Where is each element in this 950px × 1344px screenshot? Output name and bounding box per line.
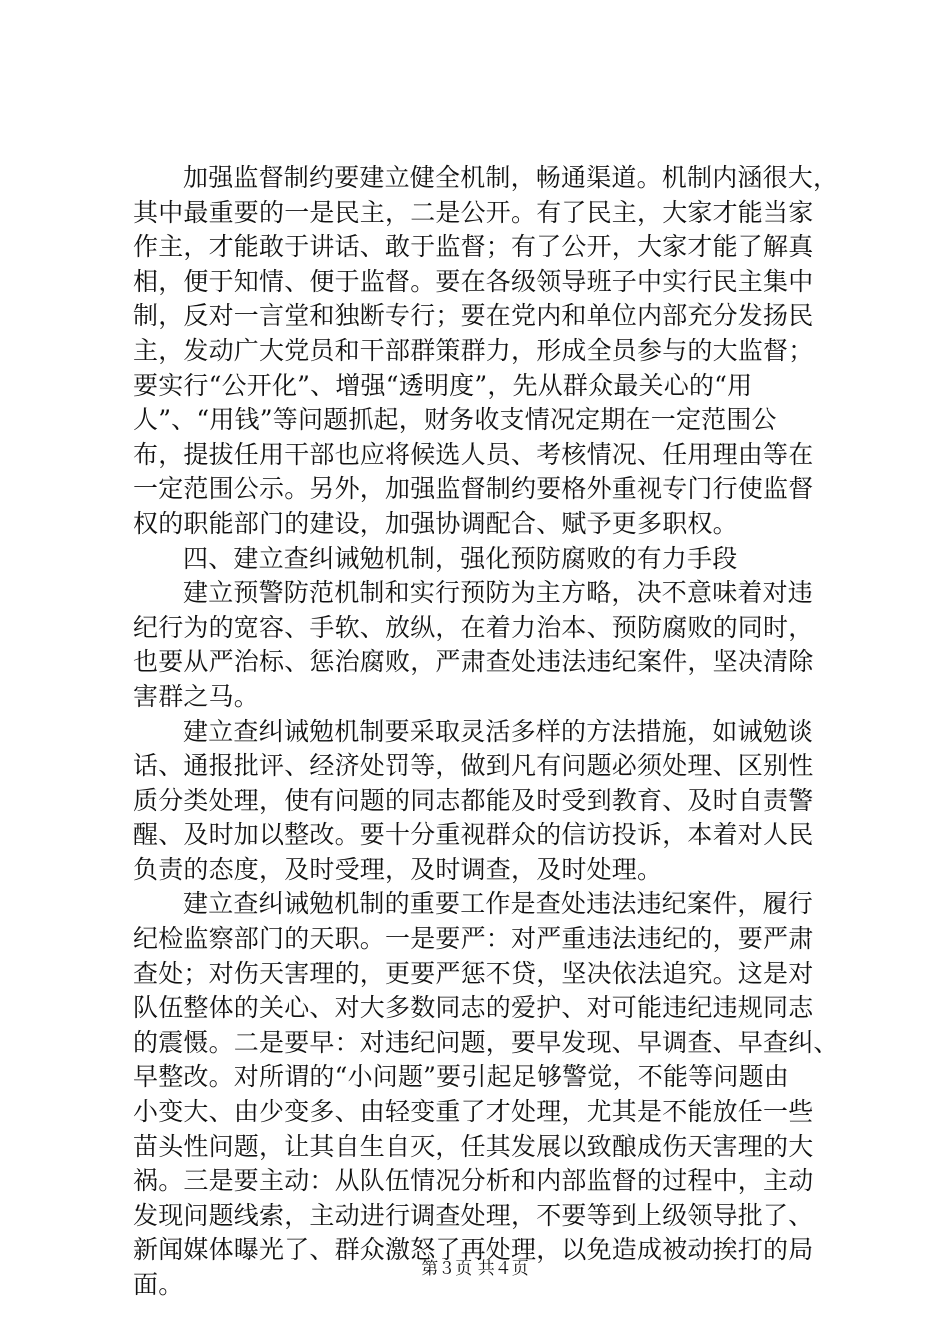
text-line: 人”、“用钱”等问题抓起，财务收支情况定期在一定范围公: [133, 405, 777, 435]
text-line: 主，发动广大党员和干部群策群力，形成全员参与的大监督；: [133, 335, 814, 365]
text-line: 话、通报批评、经济处罚等，做到凡有问题必须处理、区别性: [133, 751, 814, 781]
text-line: 权的职能部门的建设，加强协调配合、赋予更多职权。: [133, 508, 738, 538]
text-line: 质分类处理，使有问题的同志都能及时受到教育、及时自责警: [133, 785, 814, 815]
text-line: 醒、及时加以整改。要十分重视群众的信访投诉，本着对人民: [133, 820, 814, 850]
text-line: 一定范围公示。另外，加强监督制约要格外重视专门行使监督: [133, 474, 814, 504]
text-line: 队伍整体的关心、对大多数同志的爱护、对可能违纪违规同志: [133, 993, 814, 1023]
text-line: 早整改。对所谓的“小问题”要引起足够警觉，不能等问题由: [133, 1062, 789, 1092]
text-line: 加强监督制约要建立健全机制，畅通渠道。机制内涵很大，: [183, 163, 839, 192]
text-line: 的震慑。二是要早：对违纪问题，要早发现、早调查、早查纠、: [133, 1027, 839, 1057]
text-line: 小变大、由少变多、由轻变重了才处理，尤其是不能放任一些: [133, 1097, 814, 1127]
text-line: 面。: [133, 1270, 184, 1299]
text-line: 建立预警防范机制和实行预防为主方略，决不意味着对违: [183, 578, 814, 608]
text-line: 新闻媒体曝光了、群众激怒了再处理，以免造成被动挨打的局: [133, 1235, 814, 1265]
text-line: 苗头性问题，让其自生自灭，任其发展以致酿成伤天害理的大: [133, 1131, 814, 1161]
text-line: 害群之马。: [133, 681, 260, 711]
section-heading: 四、建立查纠诫勉机制，强化预防腐败的有力手段: [183, 543, 738, 573]
text-line: 布，提拔任用干部也应将候选人员、考核情况、任用理由等在: [133, 439, 814, 469]
text-line: 也要从严治标、惩治腐败，严肃查处违法违纪案件，坚决清除: [133, 647, 814, 677]
page-number-footer: 第３页 共４页: [421, 1259, 529, 1279]
text-line: 制，反对一言堂和独断专行；要在党内和单位内部充分发扬民: [133, 301, 814, 331]
text-line: 其中最重要的一是民主，二是公开。有了民主，大家才能当家: [133, 197, 814, 227]
text-line: 纪检监察部门的天职。一是要严：对严重违法违纪的，要严肃: [133, 924, 814, 954]
text-line: 作主，才能敢于讲话、敢于监督；有了公开，大家才能了解真: [133, 232, 814, 262]
text-line: 建立查纠诫勉机制的重要工作是查处违法违纪案件，履行: [183, 889, 814, 919]
body-text: [133, 161, 839, 1303]
text-line: 查处；对伤天害理的，更要严惩不贷，坚决依法追究。这是对: [133, 958, 814, 988]
text-line: 建立查纠诫勉机制要采取灵活多样的方法措施，如诫勉谈: [183, 716, 814, 746]
text-line: 相，便于知情、便于监督。要在各级领导班子中实行民主集中: [133, 266, 814, 296]
text-line: 纪行为的宽容、手软、放纵，在着力治本、预防腐败的同时，: [133, 612, 814, 642]
text-line: 要实行“公开化”、增强“透明度”，先从群众最关心的“用: [133, 370, 753, 400]
text-line: 负责的态度，及时受理，及时调查，及时处理。: [133, 854, 663, 884]
text-line: 发现问题线索，主动进行调查处理，不要等到上级领导批了、: [133, 1200, 814, 1230]
text-line: 祸。三是要主动：从队伍情况分析和内部监督的过程中，主动: [133, 1166, 814, 1196]
